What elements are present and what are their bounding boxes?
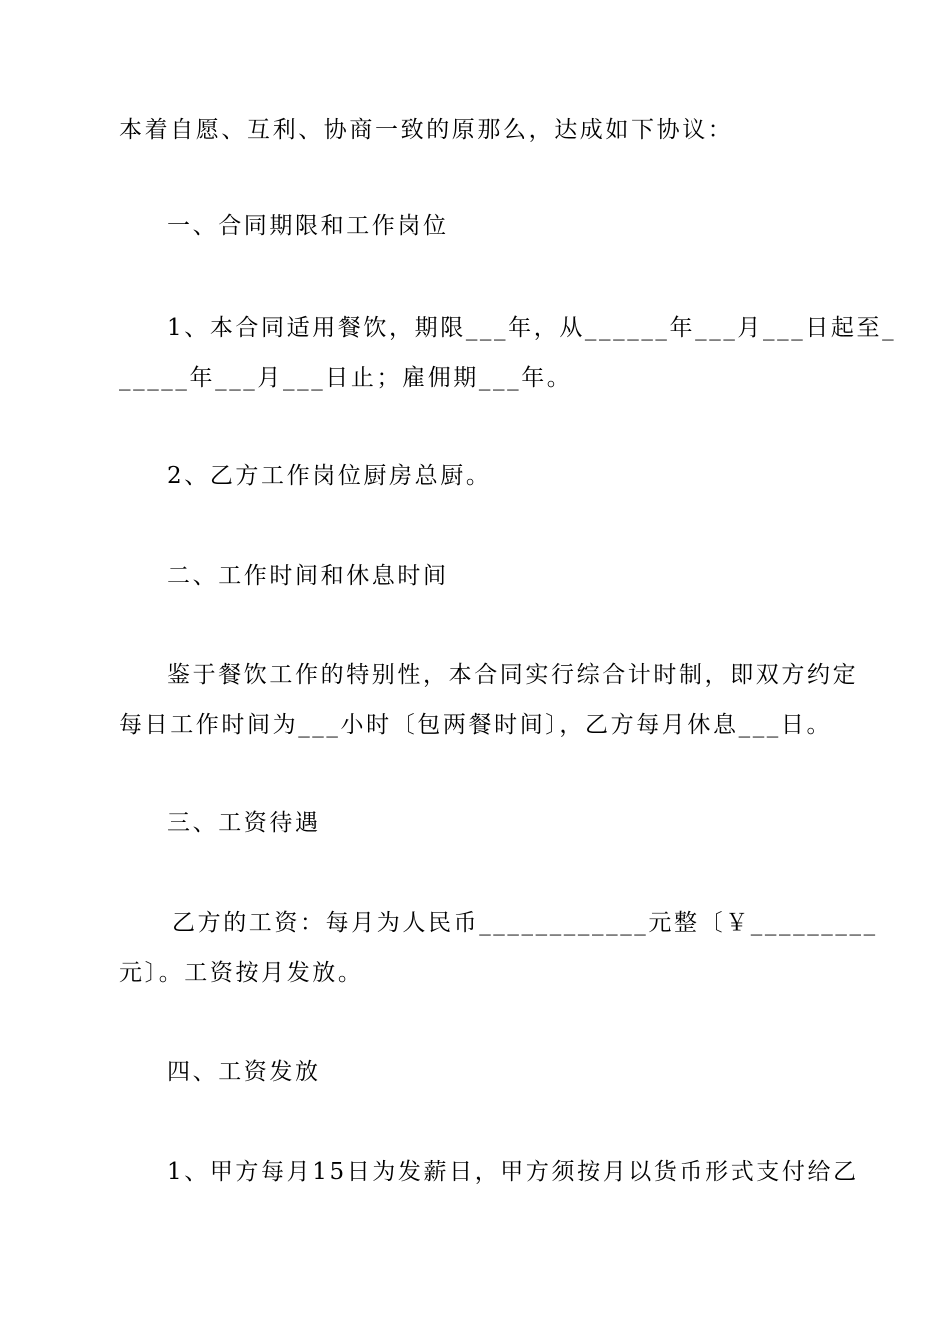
working-hours-line-1: 鉴于餐饮工作的特别性，本合同实行综合计时制，即双方约定 [167, 662, 859, 688]
clause-1-2: 2、乙方工作岗位厨房总厨。 [167, 463, 492, 489]
section-heading-3: 三、工资待遇 [167, 810, 321, 836]
section-heading-4: 四、工资发放 [167, 1059, 321, 1085]
salary-line-1: 乙方的工资：每月为人民币____________元整〔￥_________ [172, 910, 878, 936]
section-heading-2: 二、工作时间和休息时间 [167, 563, 449, 589]
payment-clause-1: 1、甲方每月15日为发薪日，甲方须按月以货币形式支付给乙 [167, 1159, 859, 1185]
clause-1-1-line-2: _____年___月___日止；雇佣期___年。 [119, 365, 573, 391]
salary-line-2: 元〕。工资按月发放。 [119, 960, 364, 986]
working-hours-line-2: 每日工作时间为___小时〔包两餐时间〕，乙方每月休息___日。 [119, 712, 833, 738]
section-heading-1: 一、合同期限和工作岗位 [167, 213, 449, 239]
intro-paragraph: 本着自愿、互利、协商一致的原那么，达成如下协议： [119, 117, 734, 143]
clause-1-1-line-1: 1、本合同适用餐饮，期限___年，从______年___月___日起至_ [167, 315, 897, 341]
